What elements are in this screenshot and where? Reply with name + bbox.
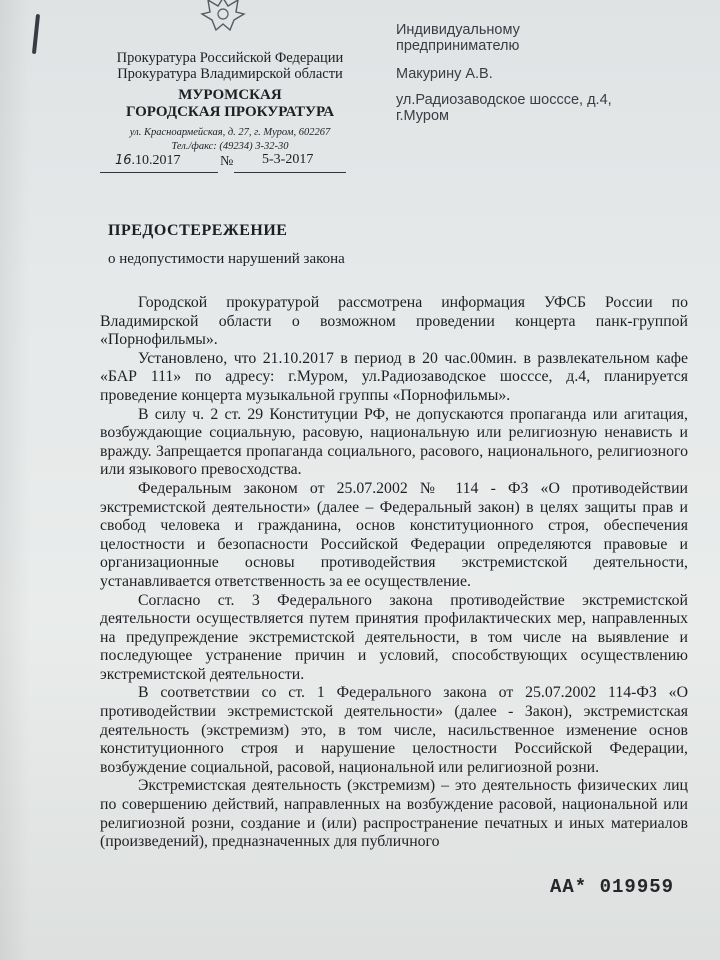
document-number: 5-3-2017 (262, 152, 314, 167)
document-title: ПРЕДОСТЕРЕЖЕНИЕ (108, 222, 288, 239)
body-paragraph: В силу ч. 2 ст. 29 Конституции РФ, не допускаются пропаганда или агитация, возбуждающие социальную, расовую, национальную или религиозную ненависть и вражду. Запрещается пропаганда социального, расового, национального, религиозного или языкового превосходства. (100, 405, 688, 479)
addressee-name: Макурину А.В. (396, 66, 493, 82)
addressee-city: г.Муром (396, 108, 449, 124)
page-shadow (0, 0, 30, 960)
addressee-line: Индивидуальному (396, 22, 520, 38)
addressee-line: предпринимателю (396, 38, 520, 54)
org-line-region: Прокуратура Владимирской области (117, 66, 343, 82)
body-paragraph: Согласно ст. 3 Федерального закона противодействие экстремистской деятельности осуществляется путем принятия профилактических мер, направленных на предупреждение экстремистской деятельности, в том числе на выявление и последующее устранение причин и условий, способствующих осуществлению экстремистской деятельности. (100, 591, 688, 683)
office-name-line-2: ГОРОДСКАЯ ПРОКУРАТУРА (125, 104, 335, 120)
org-line-federation: Прокуратура Российской Федерации (116, 50, 344, 66)
office-phone: Тел./факс: (49234) 3-32-30 (171, 141, 289, 152)
office-name-line-1: МУРОМСКАЯ (178, 87, 282, 103)
form-serial-number: АА* 019959 (550, 876, 675, 898)
date-day-handwritten: 16 (115, 153, 132, 168)
pen-mark (32, 14, 40, 54)
number-underline (234, 172, 346, 173)
addressee-street: ул.Радиозаводское шосссе, д.4, (396, 92, 612, 108)
date-month-year: .10.2017 (131, 153, 181, 168)
office-address: ул. Красноармейская, д. 27, г. Муром, 602267 (129, 127, 331, 138)
document-subtitle: о недопустимости нарушений закона (108, 251, 345, 267)
number-label: № (220, 154, 234, 169)
body-paragraph: Федеральным законом от 25.07.2002 № 114 - ФЗ «О противодействии экстремистской деятельности» (далее – Федеральный закон) в целях защиты прав и свобод человека и гражданина, основ конституционного строя, обеспечения целостности и безопасности Российской Федерации определяются правовые и организационные основы противодействия экстремистской деятельности, устанавливается ответственность за ее осуществление. (100, 479, 688, 590)
date-underline (100, 172, 218, 173)
body-paragraph: В соответствии со ст. 1 Федерального закона от 25.07.2002 114-ФЗ «О противодействии экстремистской деятельности» (далее - Закон), экстремистская деятельность (экстремизм) это, в том числе, насильственное изменение основ конституционного строя и нарушение целостности Российской Федерации, возбуждение социальной, расовой, национальной или религиозной розни. (100, 684, 688, 776)
body-paragraph: Экстремистская деятельность (экстремизм) – это деятельность физических лиц по совершению действий, направленных на возбуждение расовой, национальной или религиозной розни, создание и (или) распространение печатных и иных материалов (произведений), предназначенных для публичного (100, 777, 688, 851)
body-paragraph: Установлено, что 21.10.2017 в период в 20 час.00мин. в развлекательном кафе «БАР 111» по адресу: г.Муром, ул.Радиозаводское шосссе, д.4, планируется проведение концерта музыкальной группы «Порнофильмы». (100, 349, 688, 404)
body-paragraph: Городской прокуратурой рассмотрена информация УФСБ России по Владимирской области о возможном проведении концерта панк-группой «Порнофильмы». (100, 294, 688, 349)
document-date (115, 153, 181, 169)
double-headed-eagle-emblem-icon (196, 0, 250, 34)
document-body (100, 294, 688, 852)
